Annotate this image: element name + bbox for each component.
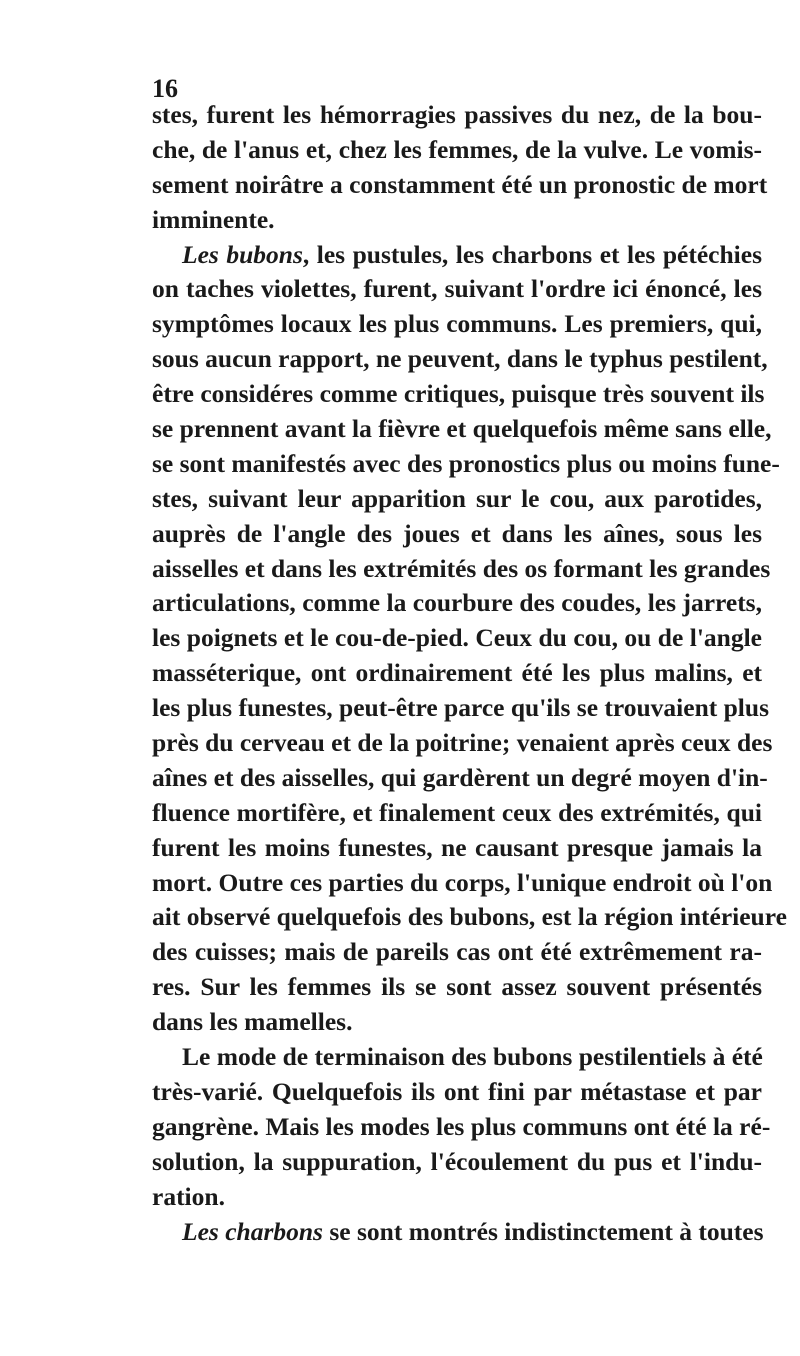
text-line [152,342,768,377]
text-run: solution, la suppuration, l'écoulement du pus et l'indu- [152,1146,762,1176]
text-line [152,482,762,517]
text-run: Le mode de terminaison des bubons pestilentiels à été [182,1042,763,1072]
text-run: che, de l'anus et, chez les femmes, de la vulve. Le vomis- [152,134,762,164]
text-run: fluence mortifère, et finalement ceux des extrémités, qui [152,797,762,827]
text-run: ration. [152,1181,225,1211]
text-run: être considéres comme critiques, puisque très souvent ils [152,379,765,409]
text-line [152,1005,762,1040]
text-run: les plus funestes, peut-être parce qu'ils se trouvaient plus [152,693,769,723]
text-line [152,447,780,482]
text-line [152,377,765,412]
text-line [152,168,768,203]
text-run: articulations, comme la courbure des coudes, les jarrets, [152,588,762,618]
text-line [152,517,762,552]
text-run: sous aucun rapport, ne peuvent, dans le typhus pestilent, [152,344,768,374]
text-run: très-varié. Quelquefois ils ont fini par métastase et par [152,1076,762,1106]
text-run: furent les moins funestes, ne causant presque jamais la [152,832,762,862]
text-line [152,203,762,238]
text-run: sement noirâtre a constamment été un pronostic de mort [152,169,768,199]
text-run: aînes et des aisselles, qui gardèrent un degré moyen d'in- [152,762,768,792]
text-line [152,796,762,831]
text-run: stes, suivant leur apparition sur le cou, aux parotides, [152,483,762,513]
text-line [152,726,773,761]
text-run: symptômes locaux les plus communs. Les premiers, qui, [152,309,762,339]
text-line [152,970,762,1005]
text-line [152,1180,762,1215]
text-run: res. Sur les femmes ils se sont assez souvent présentés [152,972,762,1002]
text-line [152,621,762,656]
text-line [152,1215,762,1250]
text-line [152,866,773,901]
text-run: ait observé quelquefois des bubons, est la région intérieure [152,902,787,932]
text-run: se sont manifestés avec des pronostics plus ou moins fune- [152,448,780,478]
italic-term: Les charbons [182,1216,323,1246]
text-run: se prennent avant la fièvre et quelquefois même sans elle, [152,414,772,444]
text-run: imminente. [152,204,275,234]
text-line [152,831,762,866]
text-line [152,307,762,342]
text-run: dans les mamelles. [152,1007,353,1037]
text-run: , les pustules, les charbons et les pétéchies [302,239,762,269]
text-line [152,586,762,621]
text-line [152,900,787,935]
text-line [152,761,768,796]
text-line [152,691,769,726]
page-number: 16 [152,74,178,103]
text-line [152,935,762,970]
text-run: stes, furent les hémorragies passives du nez, de la bou- [152,100,762,129]
text-run: les poignets et le cou-de-pied. Ceux du cou, ou de l'angle [152,623,762,653]
text-line [152,412,772,447]
body-text [152,98,787,1249]
text-line [152,1110,771,1145]
text-line [152,1040,762,1075]
italic-term: Les bubons [182,239,303,269]
text-run: des cuisses; mais de pareils cas ont été extrêmement ra- [152,937,762,967]
text-run: se sont montrés indistinctement à toutes [322,1216,764,1246]
text-run: on taches violettes, furent, suivant l'ordre ici énoncé, les [152,274,762,304]
text-line [152,133,762,168]
text-run: masséterique, ont ordinairement été les plus malins, et [152,658,762,688]
text-line [152,238,762,273]
text-line [152,98,762,133]
text-line [152,552,771,587]
text-run: aisselles et dans les extrémités des os formant les grandes [152,553,771,583]
text-line [152,272,762,307]
text-run: mort. Outre ces parties du corps, l'unique endroit où l'on [152,867,773,897]
text-line [152,1145,762,1180]
text-run: auprès de l'angle des joues et dans les aînes, sous les [152,518,762,548]
text-run: près du cerveau et de la poitrine; venaient après ceux des [152,728,773,758]
text-run: gangrène. Mais les modes les plus communs ont été la ré- [152,1111,771,1141]
text-line [152,1075,762,1110]
text-line [152,656,762,691]
